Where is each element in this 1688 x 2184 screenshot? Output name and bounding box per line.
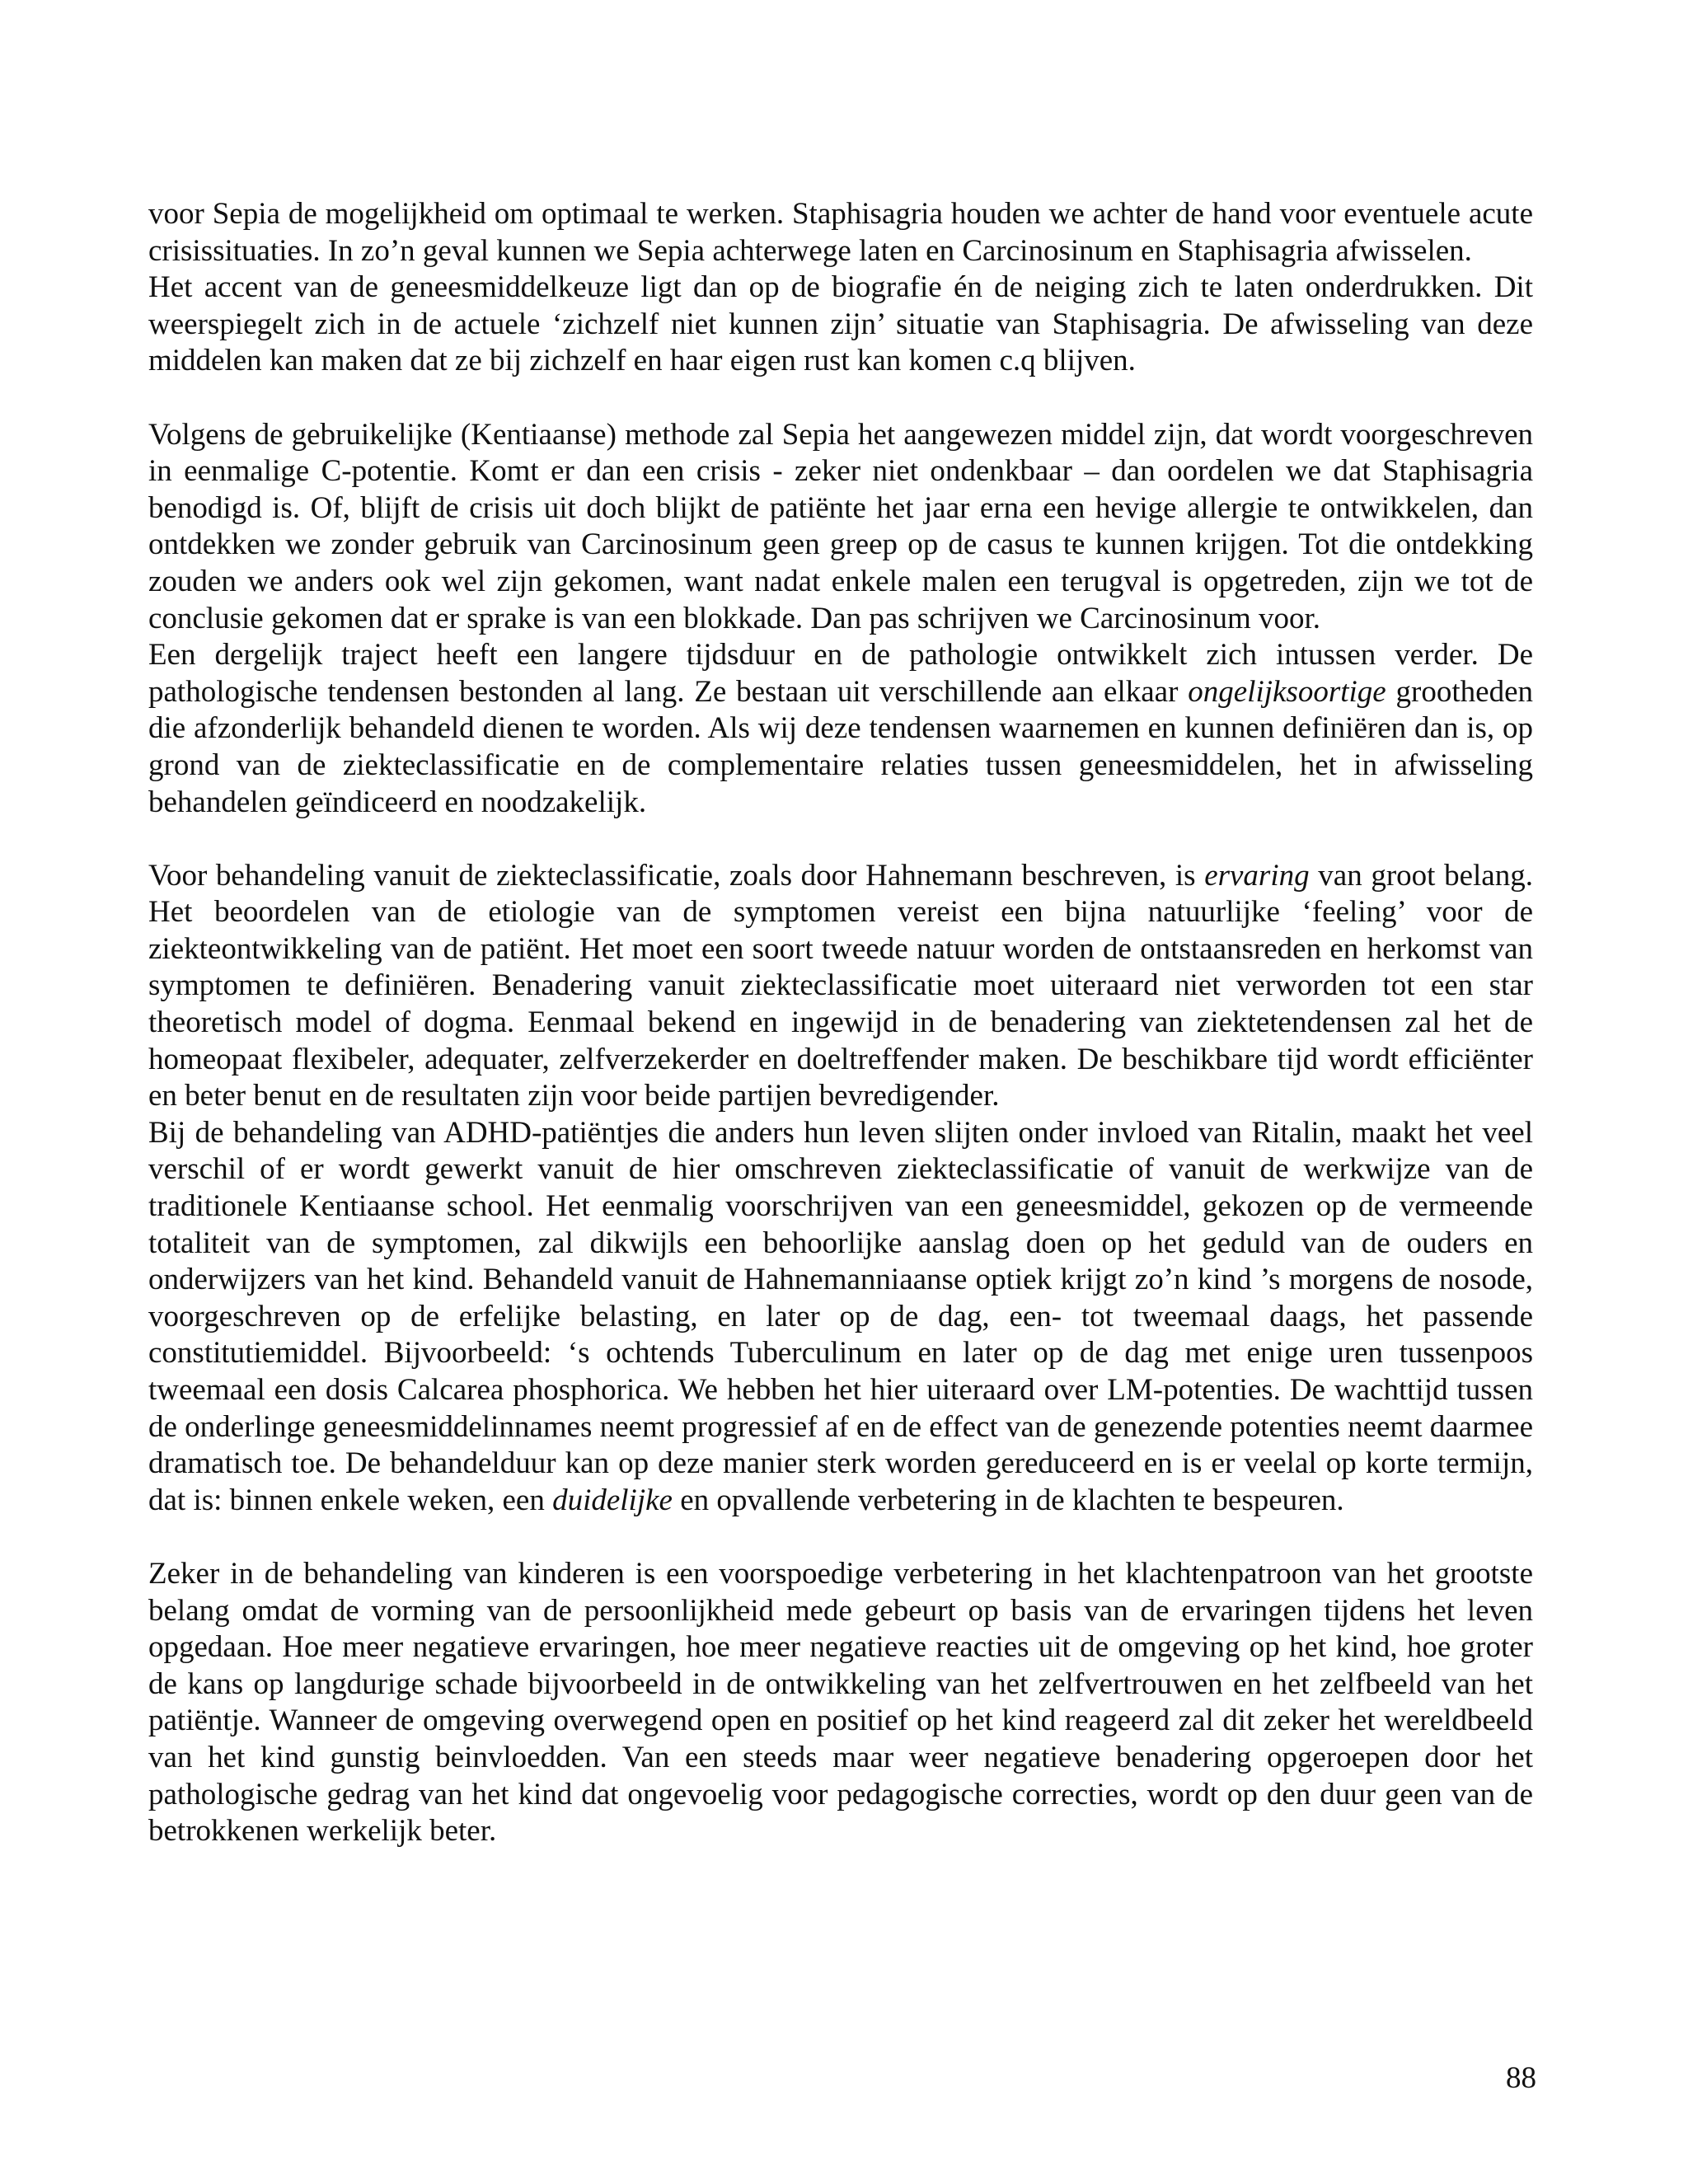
italic-text: ongelijksoortige [1188, 674, 1386, 709]
text-segment: van groot belang. Het beoordelen van de etiologie van de symptomen vereist een bijna natuurlijke ‘feeling’ voor de ziekteontwikkeling van de patiënt. Het moet een soort tweede natuur worden de ontstaansreden en herkomst van symptomen te definiëren. Benadering vanuit ziekteclassificatie moet uiteraard niet verworden tot een star theoretisch model of dogma. Eenmaal bekend en ingewijd in de benadering van ziektetendensen zal het de homeopaat flexibeler, adequater, zelfverzekerder en doeltreffender maken. De beschikbare tijd wordt efficiënter en beter benut en de resultaten zijn voor beide partijen bevredigender. [148, 858, 1533, 1113]
italic-text: duidelijke [552, 1483, 673, 1517]
page-number: 88 [1506, 2061, 1536, 2095]
text-segment: Het accent van de geneesmiddelkeuze ligt dan op de biografie én de neiging zich te laten onderdrukken. Dit weerspiegelt zich in de actuele ‘zichzelf niet kunnen zijn’ situatie van Staphisagria. De afwisseling van deze middelen kan maken dat ze bij zichzelf en haar eigen rust kan komen c.q blijven. [148, 270, 1533, 378]
paragraph-p4 [148, 637, 1533, 821]
text-segment: voor Sepia de mogelijkheid om optimaal te werken. Staphisagria houden we achter de hand voor eventuele acute crisissituaties. In zo’n geval kunnen we Sepia achterwege laten en Carcinosinum en Staphisagria afwisselen. [148, 197, 1533, 268]
text-segment: Bij de behandeling van ADHD-patiëntjes die anders hun leven slijten onder invloed van Ritalin, maakt het veel verschil of er wordt gewerkt vanuit de hier omschreven ziekteclassificatie of vanuit de werkwijze van de traditionele Kentiaanse school. Het eenmalig voorschrijven van een geneesmiddel, gekozen op de vermeende totaliteit van de symptomen, zal dikwijls een behoorlijke aanslag doen op het geduld van de ouders en onderwijzers van het kind. Behandeld vanuit de Hahnemanniaanse optiek krijgt zo’n kind ’s morgens de nosode, voorgeschreven op de erfelijke belasting, en later op de dag, een- tot tweemaal daags, het passende constitutiemiddel. Bijvoorbeeld: ‘s ochtends Tuberculinum en later op de dag met enige uren tussenpoos tweemaal een dosis Calcarea phosphorica. We hebben het hier uiteraard over LM-potenties. De wachttijd tussen de onderlinge geneesmiddelinnames neemt progressief af en de effect van de genezende potenties neemt daarmee dramatisch toe. De behandelduur kan op deze manier sterk worden gereduceerd en is er veelal op korte termijn, dat is: binnen enkele weken, een [148, 1115, 1534, 1517]
paragraph-p3 [148, 417, 1533, 638]
text-segment: Voor behandeling vanuit de ziekteclassificatie, zoals door Hahnemann beschreven, is [148, 858, 1205, 893]
body-text [148, 196, 1533, 1850]
text-segment: Een dergelijk traject heeft een langere tijdsduur en de pathologie ontwikkelt zich intussen verder. De pathologische tendensen bestonden al lang. Ze bestaan uit verschillende aan elkaar [148, 638, 1533, 709]
paragraph-p2 [148, 269, 1533, 380]
text-segment: en opvallende verbetering in de klachten te bespeuren. [672, 1483, 1344, 1517]
paragraph-p7 [148, 1556, 1533, 1850]
text-segment: grootheden die afzonderlijk behandeld dienen te worden. Als wij deze tendensen waarnemen en kunnen definiëren dan is, op grond van de ziekteclassificatie en de complementaire relaties tussen geneesmiddelen, het in afwisseling behandelen geïndiceerd en noodzakelijk. [148, 674, 1533, 819]
text-segment: Volgens de gebruikelijke (Kentiaanse) methode zal Sepia het aangewezen middel zijn, dat wordt voorgeschreven in eenmalige C-potentie. Komt er dan een crisis - zeker niet ondenkbaar – dan oordelen we dat Staphisagria benodigd is. Of, blijft de crisis uit doch blijkt de patiënte het jaar erna een hevige allergie te ontwikkelen, dan ontdekken we zonder gebruik van Carcinosinum geen greep op de casus te kunnen krijgen. Tot die ontdekking zouden we anders ook wel zijn gekomen, want nadat enkele malen een terugval is opgetreden, zijn we tot de conclusie gekomen dat er sprake is van een blokkade. Dan pas schrijven we Carcinosinum voor. [148, 417, 1533, 635]
paragraph-p6 [148, 1115, 1533, 1520]
paragraph-p1 [148, 196, 1533, 269]
paragraph-p5 [148, 858, 1533, 1115]
text-segment: Zeker in de behandeling van kinderen is een voorspoedige verbetering in het klachtenpatroon van het grootste belang omdat de vorming van de persoonlijkheid mede gebeurt op basis van de ervaringen tijdens het leven opgedaan. Hoe meer negatieve ervaringen, hoe meer negatieve reacties uit de omgeving op het kind, hoe groter de kans op langdurige schade bijvoorbeeld in de ontwikkeling van het zelfvertrouwen en het zelfbeeld van het patiëntje. Wanneer de omgeving overwegend open en positief op het kind reageerd zal dit zeker het wereldbeeld van het kind gunstig beinvloedden. Van een steeds maar weer negatieve benadering opgeroepen door het pathologische gedrag van het kind dat ongevoelig voor pedagogische correcties, wordt op den duur geen van de betrokkenen werkelijk beter. [148, 1556, 1533, 1849]
italic-text: ervaring [1204, 858, 1310, 893]
